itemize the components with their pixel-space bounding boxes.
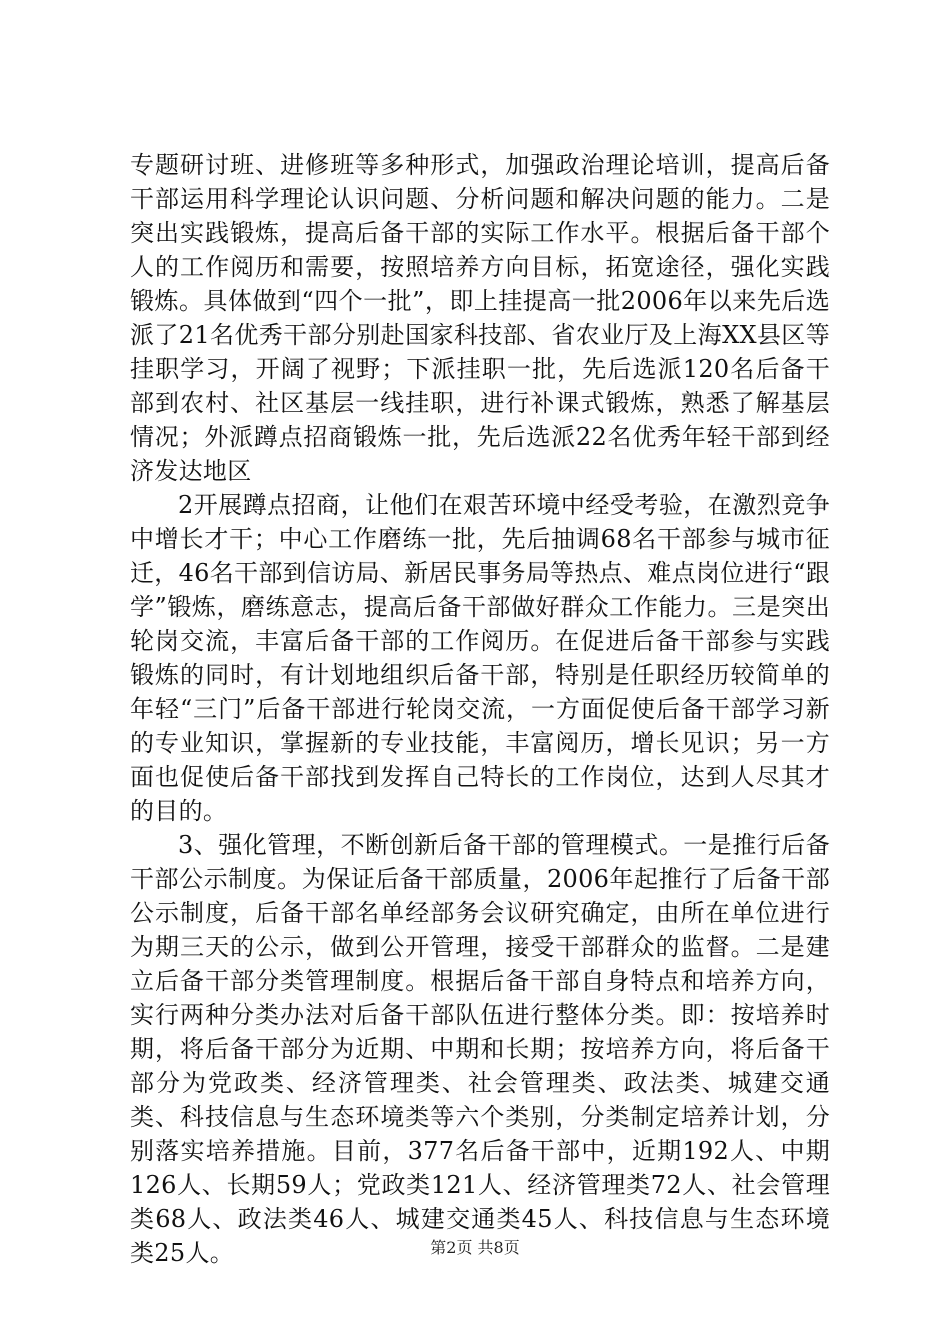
document-body [130, 148, 830, 1270]
paragraph-1: 专题研讨班、进修班等多种形式，加强政治理论培训，提高后备干部运用科学理论认识问题、分析问题和解决问题的能力。二是突出实践锻炼，提高后备干部的实际工作水平。根据后备干部个人的工作阅历和需要，按照培养方向目标，拓宽途径，强化实践锻炼。具体做到“四个一批”，即上挂提高一批2006年以来先后选派了21名优秀干部分别赴国家科技部、省农业厅及上海XX县区等挂职学习，开阔了视野；下派挂职一批，先后选派120名后备干部到农村、社区基层一线挂职，进行补课式锻炼，熟悉了解基层情况；外派蹲点招商锻炼一批，先后选派22名优秀年轻干部到经济发达地区 [130, 151, 830, 485]
page-footer: 第2页 共8页 [430, 1238, 520, 1257]
paragraph-3: 3、强化管理，不断创新后备干部的管理模式。一是推行后备干部公示制度。为保证后备干部质量，2006年起推行了后备干部公示制度，后备干部名单经部务会议研究确定，由所在单位进行为期三天的公示，做到公开管理，接受干部群众的监督。二是建立后备干部分类管理制度。根据后备干部自身特点和培养方向，实行两种分类办法对后备干部队伍进行整体分类。即：按培养时期，将后备干部分为近期、中期和长期；按培养方向，将后备干部分为党政类、经济管理类、社会管理类、政法类、城建交通类、科技信息与生态环境类等六个类别，分类制定培养计划，分别落实培养措施。目前，377名后备干部中，近期192人、中期126人、长期59人；党政类121人、经济管理类72人、社会管理类68人、政法类46人、城建交通类45人、科技信息与生态环境类25人。 [130, 831, 830, 1267]
paragraph-2: 2开展蹲点招商，让他们在艰苦环境中经受考验，在激烈竞争中增长才干；中心工作磨练一批，先后抽调68名干部参与城市征迁，46名干部到信访局、新居民事务局等热点、难点岗位进行“跟学”锻炼，磨练意志，提高后备干部做好群众工作能力。三是突出轮岗交流，丰富后备干部的工作阅历。在促进后备干部参与实践锻炼的同时，有计划地组织后备干部，特别是任职经历较简单的年轻“三门”后备干部进行轮岗交流，一方面促使后备干部学习新的专业知识，掌握新的专业技能，丰富阅历，增长见识；另一方面也促使后备干部找到发挥自己特长的工作岗位，达到人尽其才的目的。 [130, 491, 830, 825]
